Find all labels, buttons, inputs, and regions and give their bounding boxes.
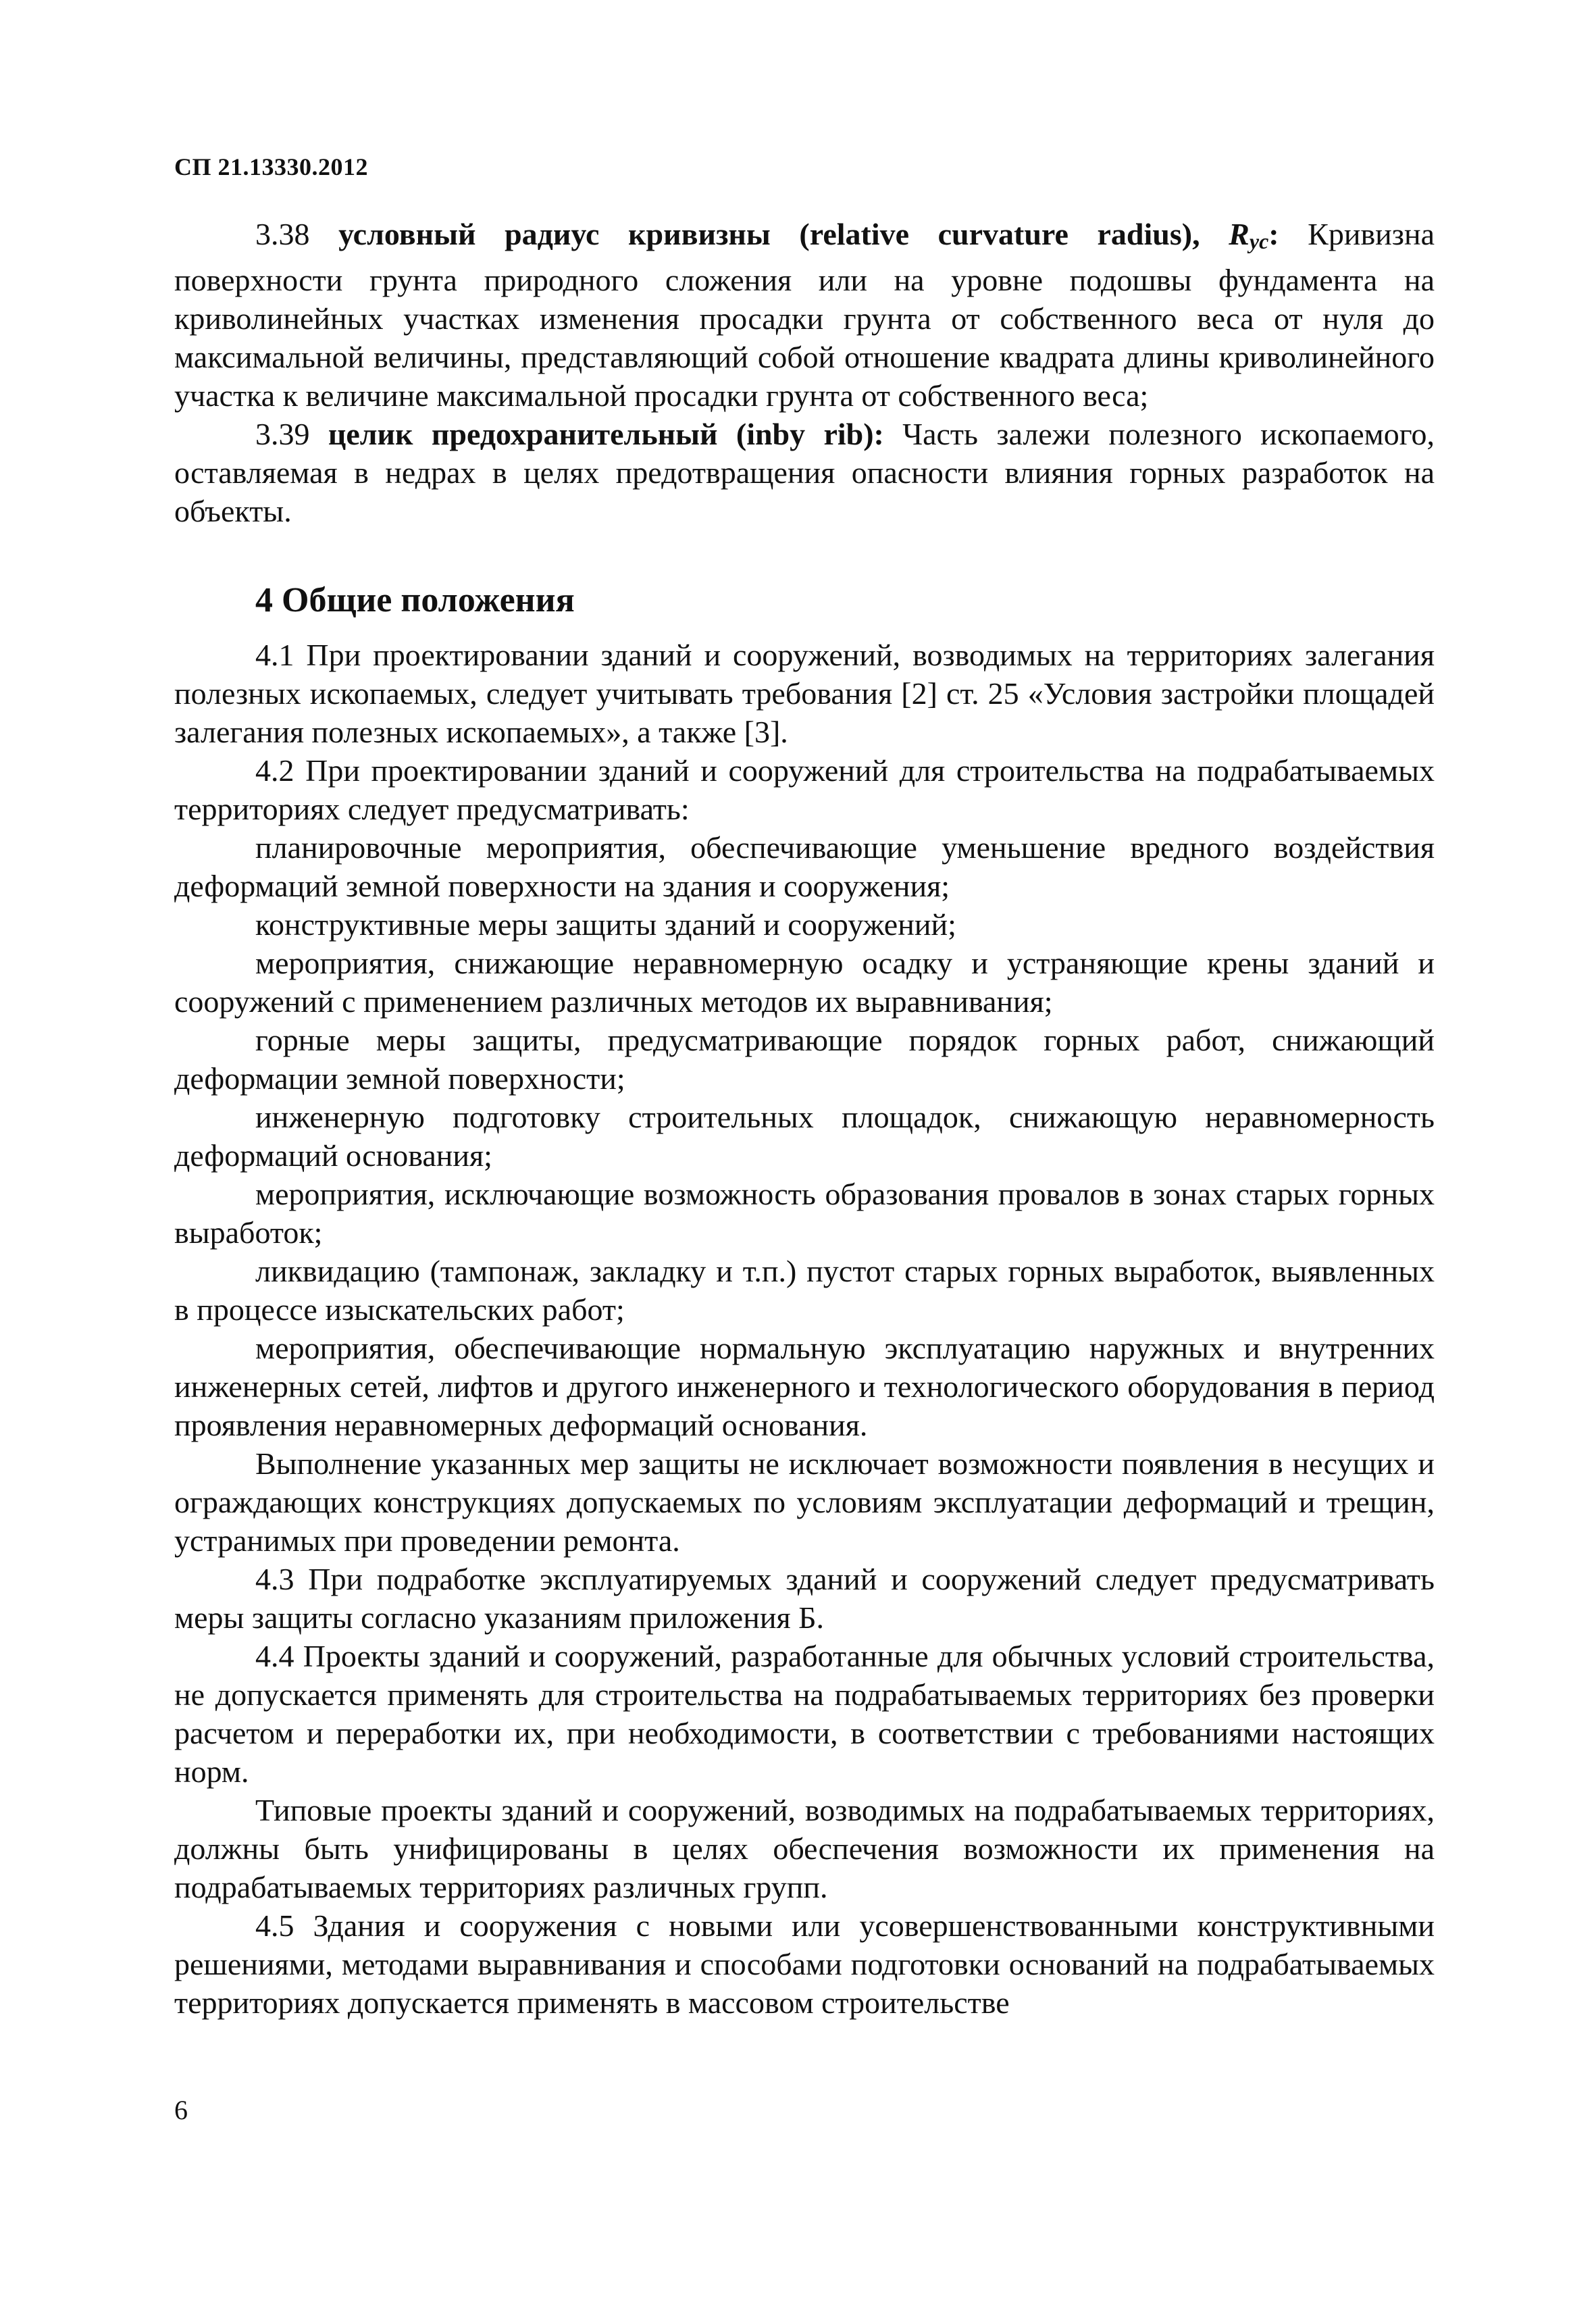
section-heading: 4 Общие положения [255,581,575,619]
paragraph: 4.4 Проекты зданий и сооружений, разработанные для обычных условий строительства, не допускается применять для строительства на подрабатываемых территориях без проверки расчетом и переработки их, при необходимости, в соответствии с требованиями настоящих норм. [174,1639,1435,1789]
clause-number: 3.38 [255,217,310,251]
list-item: мероприятия, обеспечивающие нормальную эксплуатацию наружных и внутренних инженерных сетей, лифтов и другого инженерного и технологического оборудования в период проявления неравномерных деформаций основания. [174,1331,1435,1442]
symbol-subscript: yc [1249,229,1269,253]
paragraph: 4.1 При проектировании зданий и сооружений, возводимых на территориях залегания полезных ископаемых, следует учитывать требования [2] ст. 25 «Условия застройки площадей залегания полезных ископаемых», а также [3]. [174,638,1435,749]
paragraph: Выполнение указанных мер защиты не исключает возможности появления в несущих и ограждающих конструкциях допускаемых по условиям эксплуатации деформаций и трещин, устранимых при проведении ремонта. [174,1446,1435,1558]
document-body [174,215,1435,2022]
definition-text: Кривизна поверхности грунта природного сложения или на уровне подошвы фундамента на криволинейных участках изменения просадки грунта от собственного веса от нуля до максимальной величины, представляющий собой отношение квадрата длины криволинейного участка к величине максимальной просадки грунта от собственного веса; [174,217,1435,413]
list-item: инженерную подготовку строительных площадок, снижающую неравномерность деформаций основания; [174,1100,1435,1173]
definition-text: Часть залежи полезного ископаемого, оставляемая в недрах в целях предотвращения опасности влияния горных разработок на объекты. [174,417,1435,528]
list-item: планировочные мероприятия, обеспечивающие уменьшение вредного воздействия деформаций земной поверхности на здания и сооружения; [174,830,1435,903]
document-code: СП 21.13330.2012 [174,153,368,180]
symbol-letter: R [1229,217,1250,251]
list-item: мероприятия, исключающие возможность образования провалов в зонах старых горных выработок; [174,1177,1435,1250]
defined-term: условный радиус кривизны (relative curvature radius), [338,217,1200,251]
list-item: конструктивные меры защиты зданий и сооружений; [255,907,956,942]
list-item: мероприятия, снижающие неравномерную осадку и устраняющие крены зданий и сооружений с применением различных методов их выравнивания; [174,946,1435,1019]
defined-term: целик предохранительный (inby rib): [328,417,884,451]
definition-3-38 [174,215,1435,415]
list-item: горные меры защиты, предусматривающие порядок горных работ, снижающий деформации земной поверхности; [174,1023,1435,1096]
clause-number: 3.39 [255,417,310,451]
term-symbol [1229,217,1268,251]
paragraph: 4.5 Здания и сооружения с новыми или усовершенствованными конструктивными решениями, методами выравнивания и способами подготовки оснований на подрабатываемых территориях допускается применять в массовом строительстве [174,1908,1435,2020]
paragraph: Типовые проекты зданий и сооружений, возводимых на подрабатываемых территориях, должны быть унифицированы в целях обеспечения возможности их применения на подрабатываемых территориях различных групп. [174,1793,1435,1904]
list-item: ликвидацию (тампонаж, закладку и т.п.) пустот старых горных выработок, выявленных в процессе изыскательских работ; [174,1254,1435,1327]
definition-3-39 [174,415,1435,530]
page-number: 6 [174,2095,188,2125]
paragraph: 4.2 При проектировании зданий и сооружений для строительства на подрабатываемых территориях следует предусматривать: [174,753,1435,826]
paragraph: 4.3 При подработке эксплуатируемых зданий и сооружений следует предусматривать меры защиты согласно указаниям приложения Б. [174,1562,1435,1635]
term-colon: : [1268,217,1279,251]
